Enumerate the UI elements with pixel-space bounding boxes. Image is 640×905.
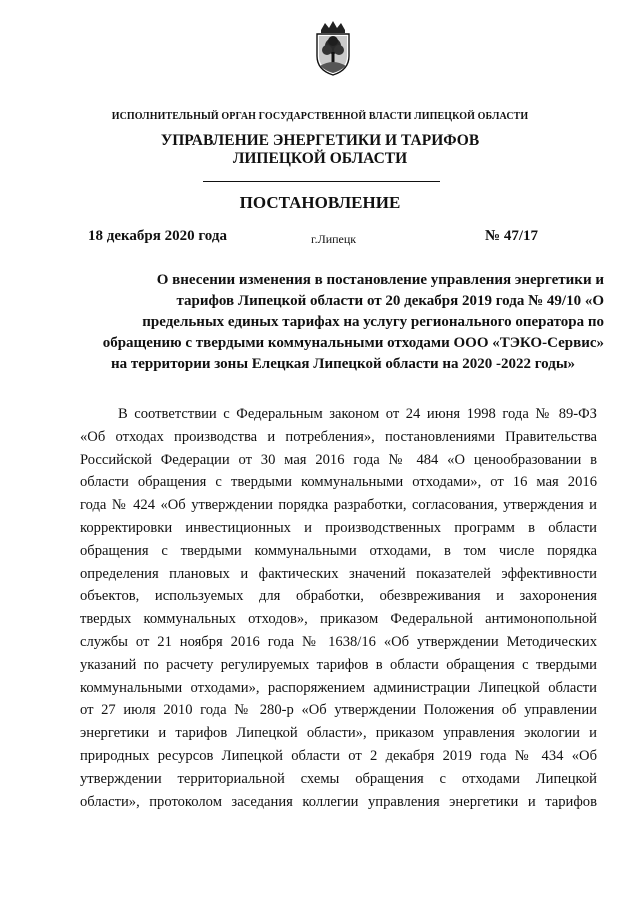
body-line: объектов, используемых для обработки, обезвреживания и захоронения <box>80 588 597 605</box>
body-line: «Об отходах производства и потребления», постановлениями Правительства <box>80 428 597 445</box>
department-name-line: УПРАВЛЕНИЕ ЭНЕРГЕТИКИ И ТАРИФОВ <box>160 132 480 149</box>
body-line: службы от 21 ноября 2016 года № 1638/16 «Об утверждении Методических <box>80 633 597 650</box>
body-line: Российской Федерации от 30 мая 2016 года № 484 «О ценообразовании в <box>80 451 597 468</box>
document-number: № 47/17 <box>485 228 538 244</box>
subject-line: обращению с твердыми коммунальными отходами ООО «ТЭКО-Сервис» <box>102 335 604 351</box>
lipetsk-region-coat-of-arms-icon <box>312 20 354 76</box>
body-line: указаний по расчету регулируемых тарифов в области обращения с твердыми <box>80 656 597 673</box>
body-line: природных ресурсов Липецкой области от 2 декабря 2019 года № 434 «Об <box>80 747 597 764</box>
body-line: корректировки инвестиционных и производственных программ в области <box>80 519 597 536</box>
body-line: от 27 июля 2010 года № 280-р «Об утверждении Положения об управлении <box>80 702 597 719</box>
header-divider <box>203 181 440 182</box>
body-line: энергетики и тарифов Липецкой области», приказом управления экологии и <box>80 725 597 742</box>
body-line: определения плановых и фактических значений показателей эффективности <box>80 565 597 582</box>
subject-line: предельных единых тарифах на услугу регионального оператора по <box>142 314 604 330</box>
document-subject <box>62 270 604 375</box>
subject-line: на территории зоны Елецкая Липецкой области на 2020 -2022 годы» <box>110 356 576 372</box>
document-type-title: ПОСТАНОВЛЕНИЕ <box>239 193 401 212</box>
body-line: года № 424 «Об утверждении порядка разработки, согласования, утверждения и <box>80 497 597 514</box>
body-line: утверждении территориальной схемы обращения с отходами Липецкой <box>80 770 597 787</box>
body-line: твердых коммунальных отходов», приказом Федеральной антимонопольной <box>80 611 597 628</box>
department-name <box>0 132 640 168</box>
body-line: области обращения с твердыми коммунальными отходами», от 16 мая 2016 <box>80 474 597 491</box>
document-date: 18 декабря 2020 года <box>88 228 227 244</box>
document-body <box>80 403 597 813</box>
body-line: В соответствии с Федеральным законом от 24 июня 1998 года № 89-ФЗ <box>118 406 597 422</box>
document-city: г.Липецк <box>311 232 357 246</box>
body-line: коммунальными отходами», распоряжением администрации Липецкой области <box>80 679 597 696</box>
department-name-line: ЛИПЕЦКОЙ ОБЛАСТИ <box>232 150 408 167</box>
body-line: обращения с твердыми коммунальными отходами, в том числе порядка <box>80 542 597 559</box>
subject-line: тарифов Липецкой области от 20 декабря 2019 года № 49/10 «О <box>176 293 604 309</box>
subject-line: О внесении изменения в постановление управления энергетики и <box>156 272 604 288</box>
body-line: области», протоколом заседания коллегии управления энергетики и тарифов <box>80 793 597 810</box>
organization-name: ИСПОЛНИТЕЛЬНЫЙ ОРГАН ГОСУДАРСТВЕННОЙ ВЛАСТИ ЛИПЕЦКОЙ ОБЛАСТИ <box>111 111 529 122</box>
